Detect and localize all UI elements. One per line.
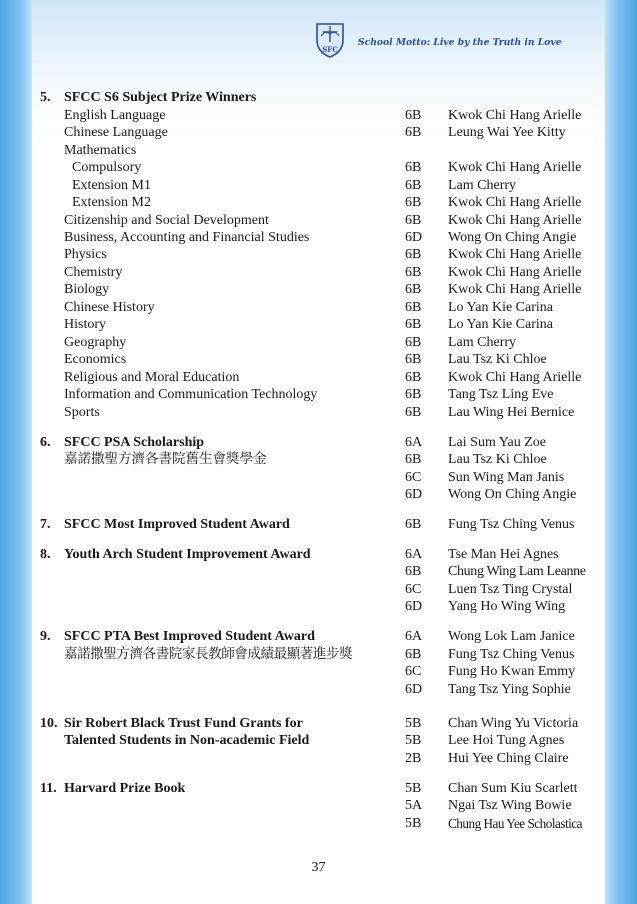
subject-label: History xyxy=(64,317,106,332)
class-code: 6C xyxy=(405,664,422,679)
section-heading xyxy=(0,434,637,452)
award-row xyxy=(0,581,637,599)
student-name: Ngai Tsz Wing Bowie xyxy=(448,798,572,813)
subject-label: Sports xyxy=(64,405,100,420)
class-code: 5B xyxy=(405,733,422,748)
student-name: Lau Wing Hei Bernice xyxy=(448,405,575,420)
section-heading xyxy=(0,780,637,798)
subject-label: Economics xyxy=(64,352,127,367)
class-code: 6D xyxy=(405,230,423,245)
section-title: Harvard Prize Book xyxy=(64,781,186,796)
student-name: Kwok Chi Hang Arielle xyxy=(448,282,582,297)
subject-label: Religious and Moral Education xyxy=(64,370,240,385)
class-code: 6B xyxy=(405,160,422,175)
award-row xyxy=(0,451,637,469)
class-code: 6B xyxy=(405,517,422,532)
section-title: Youth Arch Student Improvement Award xyxy=(64,547,311,562)
section-title-line2: Talented Students in Non-academic Field xyxy=(64,733,310,748)
class-code: 6B xyxy=(405,452,422,467)
class-code: 5B xyxy=(405,816,422,831)
student-name: Kwok Chi Hang Arielle xyxy=(448,247,582,262)
award-row xyxy=(0,732,637,750)
award-row xyxy=(0,598,637,616)
award-row xyxy=(0,404,637,422)
award-row xyxy=(0,563,637,581)
award-row xyxy=(0,177,637,195)
student-name: Lam Cherry xyxy=(448,178,517,193)
award-row xyxy=(0,212,637,230)
student-name: Luen Tsz Ting Crystal xyxy=(448,582,573,597)
award-row xyxy=(0,469,637,487)
class-code: 6B xyxy=(405,265,422,280)
class-code: 6D xyxy=(405,682,423,697)
class-code: 6B xyxy=(405,370,422,385)
section-number: 9. xyxy=(40,629,51,644)
class-code: 6B xyxy=(405,108,422,123)
student-name: Kwok Chi Hang Arielle xyxy=(448,370,582,385)
class-code: 6B xyxy=(405,282,422,297)
subject-label: Extension M1 xyxy=(72,178,151,193)
section-number: 5. xyxy=(40,90,51,105)
award-row xyxy=(0,815,637,833)
class-code: 5B xyxy=(405,716,422,731)
class-code: 2B xyxy=(405,751,422,766)
subject-label: Chinese Language xyxy=(64,125,168,140)
student-name: Leung Wai Yee Kitty xyxy=(448,125,566,140)
class-code: 6B xyxy=(405,317,422,332)
award-row xyxy=(0,299,637,317)
student-name: Tang Tsz Ying Sophie xyxy=(448,682,571,697)
section-title: Sir Robert Black Trust Fund Grants for xyxy=(64,716,303,731)
school-motto: School Motto: Live by the Truth in Love xyxy=(358,37,562,48)
award-row xyxy=(0,316,637,334)
class-code: 6B xyxy=(405,335,422,350)
subject-label: Information and Communication Technology xyxy=(64,387,318,402)
class-code: 5B xyxy=(405,781,422,796)
award-row xyxy=(0,264,637,282)
section-number: 11. xyxy=(40,781,57,796)
student-name: Kwok Chi Hang Arielle xyxy=(448,160,582,175)
page-header xyxy=(315,22,595,62)
student-name: Sun Wing Man Janis xyxy=(448,470,565,485)
section-heading xyxy=(0,89,637,107)
class-code: 6B xyxy=(405,125,422,140)
award-row xyxy=(0,681,637,699)
award-row xyxy=(0,334,637,352)
class-code: 6B xyxy=(405,178,422,193)
class-code: 6A xyxy=(405,629,423,644)
crest-lettering: SFC xyxy=(322,45,338,54)
award-row xyxy=(0,229,637,247)
award-row xyxy=(0,750,637,768)
student-name: Fung Tsz Ching Venus xyxy=(448,647,575,662)
student-name: Wong On Ching Angie xyxy=(448,487,577,502)
student-name: Lau Tsz Ki Chloe xyxy=(448,452,547,467)
subject-label: Compulsory xyxy=(72,160,142,175)
school-crest-icon xyxy=(315,22,345,58)
section-number: 8. xyxy=(40,547,51,562)
award-row xyxy=(0,246,637,264)
student-name: Lo Yan Kie Carina xyxy=(448,317,553,332)
award-row xyxy=(0,351,637,369)
class-code: 6D xyxy=(405,599,423,614)
student-name: Yang Ho Wing Wing xyxy=(448,599,566,614)
section-title: SFCC S6 Subject Prize Winners xyxy=(64,90,257,105)
class-code: 6B xyxy=(405,247,422,262)
section-heading xyxy=(0,715,637,733)
class-code: 6B xyxy=(405,300,422,315)
student-name: Chan Sum Kiu Scarlett xyxy=(448,781,578,796)
student-name: Kwok Chi Hang Arielle xyxy=(448,108,582,123)
section-title: SFCC PTA Best Improved Student Award xyxy=(64,629,315,644)
class-code: 6B xyxy=(405,405,422,420)
subject-label: Citizenship and Social Development xyxy=(64,213,269,228)
student-name: Kwok Chi Hang Arielle xyxy=(448,195,582,210)
subject-label: Chinese History xyxy=(64,300,155,315)
subject-label: Business, Accounting and Financial Studies xyxy=(64,230,310,245)
award-row xyxy=(0,194,637,212)
class-code: 6B xyxy=(405,213,422,228)
student-name: Lam Cherry xyxy=(448,335,517,350)
class-code: 6B xyxy=(405,195,422,210)
student-name: Lai Sum Yau Zoe xyxy=(448,435,546,450)
award-row xyxy=(0,797,637,815)
student-name: Kwok Chi Hang Arielle xyxy=(448,265,582,280)
section-heading xyxy=(0,546,637,564)
subject-label: Physics xyxy=(64,247,107,262)
class-code: 6B xyxy=(405,647,422,662)
class-code: 6A xyxy=(405,547,423,562)
award-row xyxy=(0,646,637,664)
class-code: 6A xyxy=(405,435,423,450)
student-name: Wong Lok Lam Janice xyxy=(448,629,575,644)
student-name: Tse Man Hei Agnes xyxy=(448,547,559,562)
student-name: Fung Ho Kwan Emmy xyxy=(448,664,576,679)
section-title: SFCC PSA Scholarship xyxy=(64,435,205,450)
class-code: 6B xyxy=(405,387,422,402)
award-row xyxy=(0,142,637,160)
section-title: SFCC Most Improved Student Award xyxy=(64,517,290,532)
student-name: Kwok Chi Hang Arielle xyxy=(448,213,582,228)
subject-label: Chemistry xyxy=(64,265,123,280)
student-name: Tang Tsz Ling Eve xyxy=(448,387,554,402)
section-number: 6. xyxy=(40,435,51,450)
award-row xyxy=(0,663,637,681)
subject-label: Mathematics xyxy=(64,143,137,158)
student-name: Lee Hoi Tung Agnes xyxy=(448,733,565,748)
section-heading xyxy=(0,628,637,646)
section-number: 10. xyxy=(40,716,58,731)
class-code: 6B xyxy=(405,564,422,579)
award-row xyxy=(0,386,637,404)
section-subtitle-chinese: 嘉諾撒聖方濟各書院舊生會獎學金 xyxy=(64,451,267,467)
class-code: 6C xyxy=(405,470,422,485)
student-name: Hui Yee Ching Claire xyxy=(448,751,569,766)
student-name: Chung Wing Lam Leanne xyxy=(448,564,586,579)
student-name: Fung Tsz Ching Venus xyxy=(448,517,575,532)
section-subtitle-chinese: 嘉諾撒聖方濟各書院家長教師會成績最顯著進步獎 xyxy=(64,646,353,662)
award-row xyxy=(0,281,637,299)
student-name: Lau Tsz Ki Chloe xyxy=(448,352,547,367)
student-name: Wong On Ching Angie xyxy=(448,230,577,245)
class-code: 6C xyxy=(405,582,422,597)
class-code: 6B xyxy=(405,352,422,367)
class-code: 5A xyxy=(405,798,423,813)
award-row xyxy=(0,159,637,177)
page-number: 37 xyxy=(311,860,326,875)
subject-label: English Language xyxy=(64,108,166,123)
section-heading xyxy=(0,516,637,534)
section-number: 7. xyxy=(40,517,51,532)
subject-label: Geography xyxy=(64,335,127,350)
award-row xyxy=(0,124,637,142)
subject-label: Biology xyxy=(64,282,110,297)
student-name: Chan Wing Yu Victoria xyxy=(448,716,579,731)
student-name: Chung Hau Yee Scholastica xyxy=(448,816,583,831)
subject-label: Extension M2 xyxy=(72,195,151,210)
award-row xyxy=(0,486,637,504)
award-row xyxy=(0,369,637,387)
student-name: Lo Yan Kie Carina xyxy=(448,300,553,315)
class-code: 6D xyxy=(405,487,423,502)
award-row xyxy=(0,107,637,125)
